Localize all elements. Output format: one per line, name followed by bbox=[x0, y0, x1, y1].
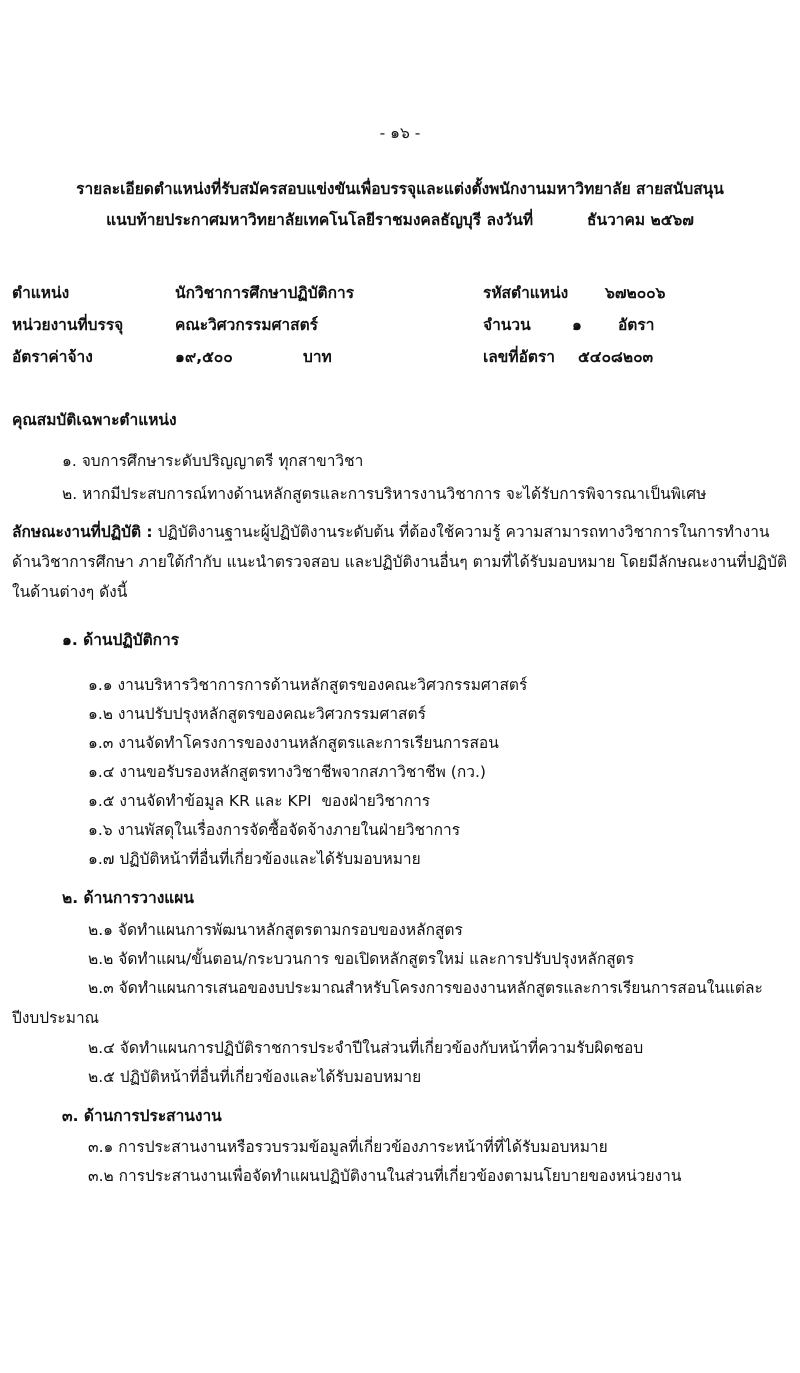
section-item: ๑.๖ งานพัสดุในเรื่องการจัดซื้อจัดจ้างภายในฝ่ายวิชาการ bbox=[88, 821, 461, 839]
qualification-item: ๒. หากมีประสบการณ์ทางด้านหลักสูตรและการบริหารงานวิชาการ จะได้รับการพิจารณาเป็นพิเศษ bbox=[62, 485, 707, 503]
section-heading: ๒. ด้านการวางแผน bbox=[62, 889, 194, 907]
section-item: ๑.๓ งานจัดทำโครงการของงานหลักสูตรและการเรียนการสอน bbox=[88, 734, 499, 752]
section-item: ๒.๕ ปฏิบัติหน้าที่อื่นที่เกี่ยวข้องและได้รับมอบหมาย bbox=[88, 1068, 422, 1086]
section-heading: ๑. ด้านปฏิบัติการ bbox=[62, 631, 180, 649]
section-item: ๓.๒ การประสานงานเพื่อจัดทำแผนปฏิบัติงานในส่วนที่เกี่ยวข้องตามนโยบายของหน่วยงาน bbox=[88, 1167, 682, 1185]
unit-label: หน่วยงานที่บรรจุ bbox=[12, 316, 124, 334]
section-item: ๒.๑ จัดทำแผนการพัฒนาหลักสูตรตามกรอบของหลักสูตร bbox=[88, 921, 463, 939]
section-item-continuation: ปีงบประมาณ bbox=[12, 1009, 100, 1027]
section-item: ๓.๑ การประสานงานหรือรวบรวมข้อมูลที่เกี่ยวข้องภาระหน้าที่ที่ได้รับมอบหมาย bbox=[88, 1138, 608, 1156]
rate-no-value: ๕๔๐๘๒๐๓ bbox=[578, 348, 654, 366]
code-value: ๖๗๒๐๐๖ bbox=[605, 284, 666, 302]
count-label: จำนวน bbox=[483, 316, 531, 334]
section-item: ๑.๒ งานปรับปรุงหลักสูตรของคณะวิศวกรรมศาสตร์ bbox=[88, 705, 426, 723]
section-heading: ๓. ด้านการประสานงาน bbox=[62, 1107, 222, 1125]
qualifications-heading: คุณสมบัติเฉพาะตำแหน่ง bbox=[12, 411, 177, 429]
section-item: ๒.๒ จัดทำแผน/ขั้นตอน/กระบวนการ ขอเปิดหลักสูตรใหม่ และการปรับปรุงหลักสูตร bbox=[88, 950, 635, 968]
section-item: ๑.๔ งานขอรับรองหลักสูตรทางวิชาชีพจากสภาวิชาชีพ (กว.) bbox=[88, 763, 486, 781]
position-label: ตำแหน่ง bbox=[12, 284, 70, 302]
count-unit: อัตรา bbox=[618, 316, 655, 334]
unit-value: คณะวิศวกรรมศาสตร์ bbox=[175, 316, 318, 334]
salary-unit: บาท bbox=[303, 348, 332, 366]
job-label: ลักษณะงานที่ปฏิบัติ : bbox=[12, 523, 153, 541]
salary-label: อัตราค่าจ้าง bbox=[12, 348, 93, 366]
title-line-2: แนบท้ายประกาศมหาวิทยาลัยเทคโนโลยีราชมงคลธัญบุรี ลงวันที่ ธันวาคม ๒๕๖๗ bbox=[106, 211, 694, 229]
job-text: ปฏิบัติงานฐานะผู้ปฏิบัติงานระดับต้น ที่ต้องใช้ความรู้ ความสามารถทางวิชาการในการทำงาน ด้านวิชาการศึกษา ภายใต้กำกับ แนะนำตรวจสอบ และปฏิบัติงานอื่นๆ ตามที่ได้รับมอบหมาย โดยมีลักษณะงานที่ปฏิบัติในด้านต่างๆ ดังนี้ bbox=[12, 523, 788, 601]
section-item: ๒.๓ จัดทำแผนการเสนอของบประมาณสำหรับโครงการของงานหลักสูตรและการเรียนการสอนในแต่ละ bbox=[88, 979, 763, 997]
section-item: ๒.๔ จัดทำแผนการปฏิบัติราชการประจำปีในส่วนที่เกี่ยวข้องกับหน้าที่ความรับผิดชอบ bbox=[88, 1039, 644, 1057]
rate-no-label: เลขที่อัตรา bbox=[483, 348, 556, 366]
section-item: ๑.๑ งานบริหารวิชาการการด้านหลักสูตรของคณะวิศวกรรมศาสตร์ bbox=[88, 676, 528, 694]
position-value: นักวิชาการศึกษาปฏิบัติการ bbox=[175, 284, 355, 302]
section-item: ๑.๗ ปฏิบัติหน้าที่อื่นที่เกี่ยวข้องและได้รับมอบหมาย bbox=[88, 850, 421, 868]
qualification-item: ๑. จบการศึกษาระดับปริญญาตรี ทุกสาขาวิชา bbox=[62, 452, 364, 470]
job-description bbox=[12, 517, 792, 607]
title-line-1: รายละเอียดตำแหน่งที่รับสมัครสอบแข่งขันเพื่อบรรจุและแต่งตั้งพนักงานมหาวิทยาลัย สายสนับสนุน bbox=[76, 180, 724, 198]
section-item: ๑.๕ งานจัดทำข้อมูล KR และ KPI ของฝ่ายวิชาการ bbox=[88, 792, 431, 810]
page-number: - ๑๖ - bbox=[379, 124, 421, 142]
code-label: รหัสตำแหน่ง bbox=[483, 284, 569, 302]
salary-value: ๑๙,๕๐๐ bbox=[175, 348, 233, 366]
count-value: ๑ bbox=[572, 316, 582, 334]
